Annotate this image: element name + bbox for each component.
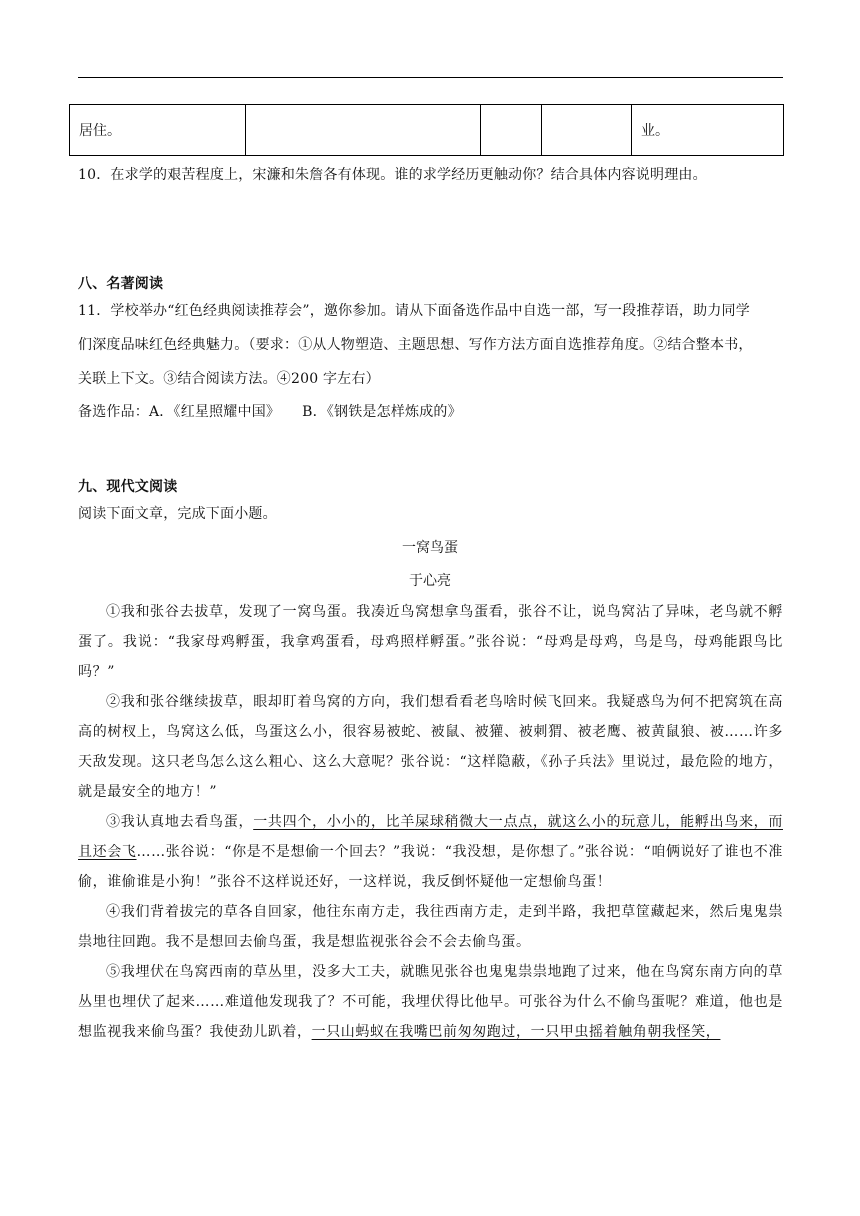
paragraph-5-text: ⑤我埋伏在鸟窝西南的草丛里，没多大工夫，就瞧见张谷也鬼鬼祟祟地跑了过来，他在鸟窝东南方向的草丛里也埋伏了起来……难道他发现我了？不可能，我埋伏得比他早。可张谷为什么不偷鸟蛋呢？难道，他也是想监视我来偷鸟蛋？我使劲儿趴着， <box>78 964 783 1040</box>
table-fragment <box>69 104 784 156</box>
paragraph-2: ②我和张谷继续拔草，眼却盯着鸟窝的方向，我们想看看老鸟啥时候飞回来。我疑惑鸟为何不把窝筑在高高的树杈上，鸟窝这么低，鸟蛋这么小，很容易被蛇、被鼠、被獾、被刺猬、被老鹰、被黄鼠狼、被……许多天敌发现。这只老鸟怎么这么粗心、这么大意呢？张谷说：“这样隐蔽，《孙子兵法》里说过，最危险的地方，就是最安全的地方！” <box>78 694 783 800</box>
paragraph-1: ①我和张谷去拔草，发现了一窝鸟蛋。我凑近鸟窝想拿鸟蛋看，张谷不让，说鸟窝沾了异味，老鸟就不孵蛋了。我说：“我家母鸡孵蛋，我拿鸡蛋看，母鸡照样孵蛋。”张谷说：“母鸡是母鸡，鸟是鸟，母鸡能跟鸟比吗？” <box>78 604 783 680</box>
question-11-line-2: 们深度品味红色经典魅力。（要求：①从人物塑造、主题思想、写作方法方面自选推荐角度。②结合整本书， <box>78 337 753 353</box>
paragraph-3-text-cont: ……张谷说：“你是不是想偷一个回去？”我说：“我没想，是你想了。”张谷说：“咱俩说好了谁也不准偷，谁偷谁是小狗！”张谷不这样说还好，一这样说，我反倒怀疑他一定想偷鸟蛋！ <box>78 844 783 890</box>
paragraph-3-text: ③我认真地去看鸟蛋， <box>106 814 254 830</box>
question-10: 10．在求学的艰苦程度上，宋濂和朱詹各有体现。谁的求学经历更触动你？结合具体内容说明理由。 <box>78 167 707 183</box>
table-cell: 居住。 <box>70 105 246 156</box>
paragraph-5 <box>78 957 783 1047</box>
candidate-works <box>78 401 462 421</box>
question-11-line-3: 关联上下文。③结合阅读方法。④200 字左右） <box>78 371 380 387</box>
article-author: 于心亮 <box>409 573 451 589</box>
table-cell <box>481 105 542 156</box>
question-11-line-1: 11．学校举办“红色经典阅读推荐会”，邀你参加。请从下面备选作品中自选一部，写一段推荐语，助力同学 <box>78 303 750 319</box>
table-cell: 业。 <box>632 105 784 156</box>
table-cell <box>542 105 632 156</box>
table-row <box>70 105 784 156</box>
article-title: 一窝鸟蛋 <box>402 540 458 556</box>
option-a: A．《红星照耀中国》 <box>149 404 281 420</box>
section-8-heading: 八、名著阅读 <box>78 276 164 292</box>
candidate-works-label: 备选作品： <box>78 404 149 420</box>
underlined-sentence: 一共四个，小小的，比羊屎球稍微大一点点，就这么小的玩意儿，能孵出鸟来，而且还会飞 <box>78 814 783 860</box>
paragraph-3 <box>78 807 783 897</box>
option-b: B．《钢铁是怎样炼成的》 <box>302 404 462 420</box>
section-9-heading: 九、现代文阅读 <box>78 479 178 495</box>
article-body <box>78 597 783 1047</box>
paragraph-4: ④我们背着拔完的草各自回家，他往东南方走，我往西南方走，走到半路，我把草筐藏起来，然后鬼鬼祟祟地往回跑。我不是想回去偷鸟蛋，我是想监视张谷会不会去偷鸟蛋。 <box>78 904 783 950</box>
header-rule <box>78 77 783 78</box>
reading-instruction: 阅读下面文章，完成下面小题。 <box>78 506 277 522</box>
underlined-sentence: 一只山蚂蚁在我嘴巴前匆匆跑过，一只甲虫摇着触角朝我怪笑， <box>311 1024 721 1040</box>
table-cell <box>246 105 481 156</box>
